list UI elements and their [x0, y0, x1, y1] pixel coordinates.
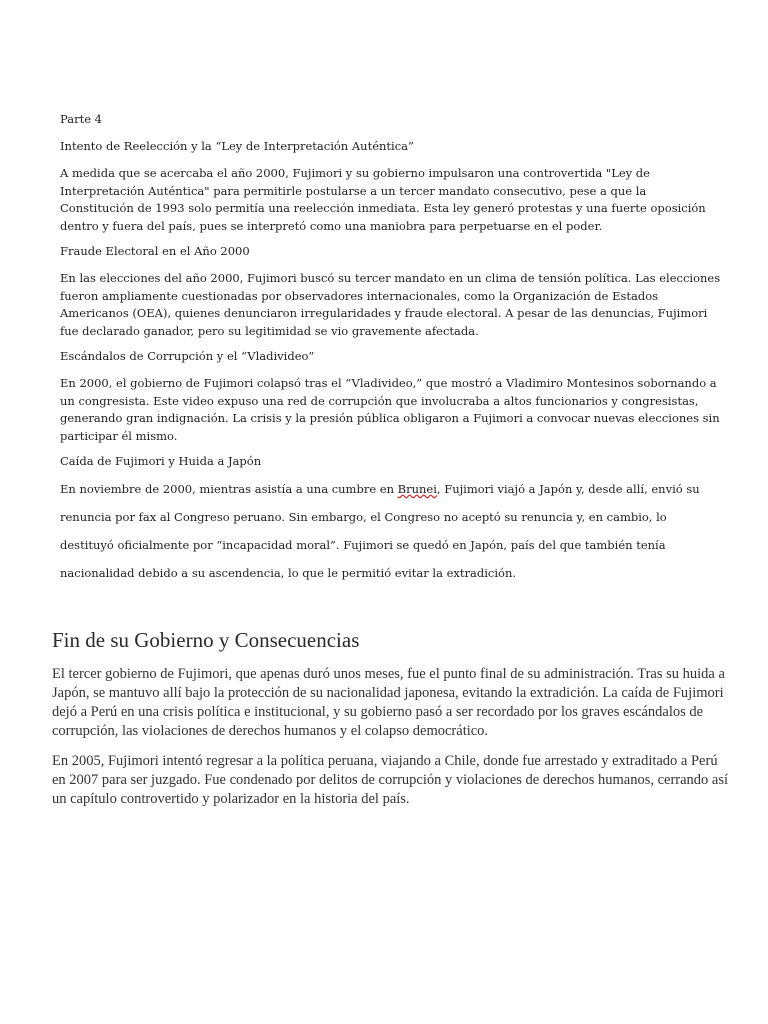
final-section — [52, 628, 732, 820]
section-title-electoral-fraud: Fraude Electoral en el Año 2000 — [60, 244, 250, 258]
section-paragraph-reelection: A medida que se acercaba el año 2000, Fujimori y su gobierno impulsaron una controvertida "Ley de Interpretación Auténtica" para permitirle postularse a un tercer mandato consecutivo, pese a que la Constitución de 1993 solo permitía una reelección inmediata. Esta ley generó protestas y una fuerte oposición dentro y fuera del país, pues se interpretó como una maniobra para perpetuarse en el poder. — [60, 166, 706, 233]
spellcheck-marked-word: Brunei — [397, 482, 437, 496]
part-label: Parte 4 — [60, 112, 102, 126]
final-section-paragraph-1: El tercer gobierno de Fujimori, que apenas duró unos meses, fue el punto final de su administración. Tras su huida a Japón, se mantuvo allí bajo la protección de su nacionalidad japonesa, evitando la extradición. La caída de Fujimori dejó a Perú en una crisis política e institucional, y su gobierno pasó a ser recordado por los graves escándalos de corrupción, las violaciones de derechos humanos y el colapso democrático. — [52, 666, 725, 739]
final-section-paragraph-2: En 2005, Fujimori intentó regresar a la política peruana, viajando a Chile, donde fue arrestado y extraditado a Perú en 2007 para ser juzgado. Fue condenado por delitos de corrupción y violaciones de derechos humanos, cerrando así un capítulo controvertido y polarizador en la historia del país. — [52, 753, 729, 807]
section-paragraph-fall — [60, 475, 722, 587]
section-title-corruption: Escándalos de Corrupción y el “Vladivideo” — [60, 349, 315, 363]
final-section-title: Fin de su Gobierno y Consecuencias — [52, 628, 360, 652]
section-paragraph-electoral-fraud: En las elecciones del año 2000, Fujimori buscó su tercer mandato en un clima de tensión política. Las elecciones fueron ampliamente cuestionadas por observadores internacionales, como la Organización de Estados Americanos (OEA), quienes denunciaron irregularidades y fraude electoral. A pesar de las denuncias, Fujimori fue declarado ganador, pero su legitimidad se vio gravemente afectada. — [60, 271, 721, 338]
section-paragraph-corruption: En 2000, el gobierno de Fujimori colapsó tras el “Vladivideo,” que mostró a Vladimiro Montesinos sobornando a un congresista. Este video expuso una red de corrupción que involucraba a altos funcionarios y congresistas, generando gran indignación. La crisis y la presión pública obligaron a Fujimori a convocar nuevas elecciones sin participar él mismo. — [60, 376, 720, 443]
section-title-fall: Caída de Fujimori y Huida a Japón — [60, 454, 262, 468]
fall-paragraph-start: En noviembre de 2000, mientras asistía a una cumbre en — [60, 482, 398, 496]
fall-paragraph-end: , Fujimori viajó a Japón y, desde allí, envió su renuncia por fax al Congreso peruano. Sin embargo, el Congreso no aceptó su renuncia y, en cambio, lo destituyó oficialmente por “incapacidad moral”. Fujimori se quedó en Japón, país del que también tenía nacionalidad debido a su ascendencia, lo que le permitió evitar la extradición. — [60, 482, 700, 580]
part-4-content — [60, 112, 722, 596]
section-title-reelection: Intento de Reelección y la “Ley de Interpretación Auténtica” — [60, 139, 414, 153]
